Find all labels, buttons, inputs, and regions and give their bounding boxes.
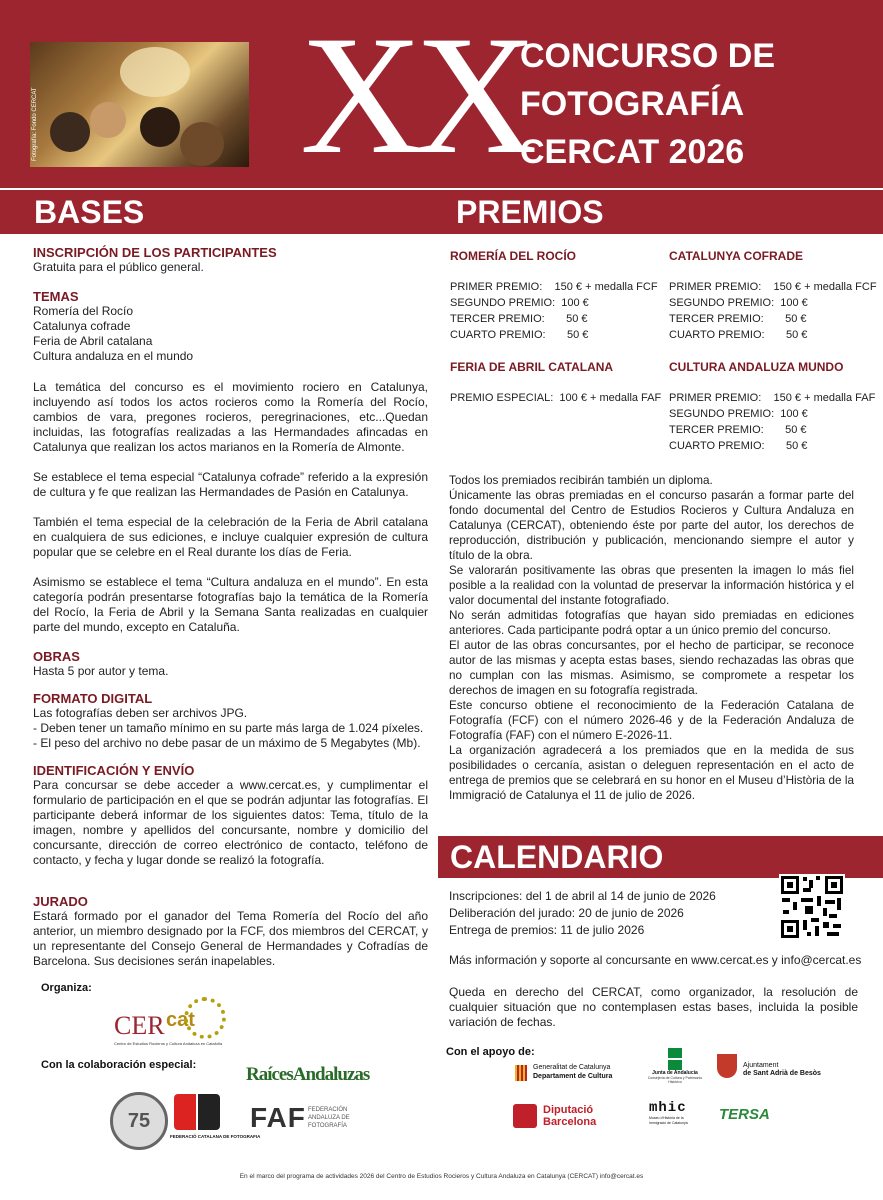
bases-column xyxy=(33,245,428,969)
apoyo-label: Con el apoyo de: xyxy=(446,1046,535,1058)
prize-line: CUARTO PREMIO: 50 € xyxy=(669,329,808,341)
calendario-heading: CALENDARIO xyxy=(450,839,664,875)
colaboracion-label: Con la colaboración especial: xyxy=(41,1059,197,1071)
diputacio-mark-icon xyxy=(513,1104,537,1128)
prize-line: CUARTO PREMIO: 50 € xyxy=(669,440,808,452)
bases-paragraph-3: También el tema especial de la celebración de la Feria de Abril catalana en cualquiera de sus ediciones, e incluye cualquier expresión de cultura popular que se celebre en el Real durante los días de Feria. xyxy=(33,515,428,559)
faf-subtitle-line: FOTOGRAFÍA xyxy=(308,1123,347,1129)
title-line-2: FOTOGRAFÍA xyxy=(520,85,745,123)
rocio-heading: ROMERÍA DEL ROCÍO xyxy=(450,249,577,263)
premios-feria xyxy=(450,360,660,406)
diputacio-logo[interactable] xyxy=(513,1102,603,1130)
prize-line: PRIMER PREMIO: 150 € + medalla FCF xyxy=(669,281,877,293)
calendario-dates xyxy=(449,888,769,939)
faf-subtitle-line: ANDALUZA DE xyxy=(308,1115,350,1121)
faf-subtitle-line: FEDERACIÓN xyxy=(308,1107,348,1113)
formato-line: - El peso del archivo no debe pasar de un máximo de 5 Megabytes (Mb). xyxy=(33,736,421,750)
calendario-line: Entrega de premios: 11 de julio 2026 xyxy=(449,923,645,937)
ajuntament-line-2: de Sant Adrià de Besòs xyxy=(743,1070,821,1077)
prize-line: CUARTO PREMIO: 50 € xyxy=(450,329,589,341)
ajuntament-line-1: Ajuntament xyxy=(743,1062,779,1069)
premios-paragraph: La organización agradecerá a los premiados que en la medida de sus posibilidades o cercanía, asistan o deleguen representación en el acto de entrega de premios que se celebrará en su honor en el Museu d’Història de la Immigració de Catalunya el 11 de julio de 2026. xyxy=(449,744,854,802)
cercat-logo-text: CER xyxy=(114,1011,165,1040)
calendario-line: Inscripciones: del 1 de abril al 14 de junio de 2026 xyxy=(449,889,716,903)
qr-code[interactable] xyxy=(779,874,845,940)
info-line: Más información y soporte al concursante en www.cercat.es y info@cercat.es xyxy=(449,953,862,967)
bases-paragraph-4: Asimismo se establece el tema “Cultura andaluza en el mundo”. En esta categoría podrán presentarse fotografías bajo la temática de la Romería del Rocío, la Feria de Abril y la Semana Santa realizadas en cualquier parte del mundo, excepto en Cataluña. xyxy=(33,575,428,634)
inscripcion-heading: INSCRIPCIÓN DE LOS PARTICIPANTES xyxy=(33,245,277,260)
premios-heading: PREMIOS xyxy=(456,194,604,230)
cultura-heading: CULTURA ANDALUZA MUNDO xyxy=(669,360,844,374)
ajuntament-shield-icon xyxy=(717,1054,737,1078)
junta-line-1: Junta de Andalucía xyxy=(652,1070,698,1076)
fcf-mark-icon xyxy=(174,1094,196,1130)
organiza-label: Organiza: xyxy=(41,982,92,994)
title-line-3: CERCAT 2026 xyxy=(520,133,745,171)
prize-line: TERCER PREMIO: 50 € xyxy=(450,313,588,325)
mhic-logo-text: mhic xyxy=(649,1100,687,1116)
cercat-logo[interactable] xyxy=(114,995,224,1050)
prize-line: PREMIO ESPECIAL: 100 € + medalla FAF xyxy=(450,392,662,404)
prize-line: PRIMER PREMIO: 150 € + medalla FCF xyxy=(450,281,658,293)
generalitat-logo[interactable] xyxy=(515,1063,640,1087)
prize-line: SEGUNDO PREMIO: 100 € xyxy=(669,408,808,420)
calendario-bar xyxy=(438,836,883,878)
bases-heading: BASES xyxy=(34,194,145,230)
obras-heading: OBRAS xyxy=(33,649,80,664)
photo-credit-text: Fotografía: Fondo CERCAT xyxy=(32,87,38,161)
premios-paragraph: No serán admitidas fotografías que hayan sido premiadas en ediciones anteriores. Cada participante podrá optar a un único premio del concurso. xyxy=(449,609,854,637)
cercat-circle-icon xyxy=(184,997,226,1039)
premios-rocio xyxy=(450,249,660,343)
premios-paragraph: Todos los premiados recibirán también un diploma. xyxy=(449,474,713,487)
feria-heading: FERIA DE ABRIL CATALANA xyxy=(450,360,614,374)
ajuntament-logo[interactable] xyxy=(715,1050,835,1088)
identificacion-heading: IDENTIFICACIÓN Y ENVÍO xyxy=(33,763,195,778)
premios-cultura xyxy=(669,360,879,454)
generalitat-line-1: Generalitat de Catalunya xyxy=(533,1064,611,1071)
tema-item: Cultura andaluza en el mundo xyxy=(33,349,194,363)
footer-note: En el marco del programa de actividades 2026 del Centro de Estudios Rocieros y Cultura Andaluza en Catalunya (CERCAT) info@cercat.es xyxy=(239,1173,644,1180)
inscripcion-text: Gratuita para el público general. xyxy=(33,260,204,274)
tema-item: Catalunya cofrade xyxy=(33,319,131,333)
jurado-text: Estará formado por el ganador del Tema Romería del Rocío del año anterior, un miembro designado por la FCF, dos miembros del CERCAT, y un representante del Consejo General de Hermandades y Cofradías de Barcelona. Sus decisiones serán inapelables. xyxy=(33,909,428,968)
photo-credit xyxy=(26,47,40,165)
fcf-subtitle: FEDERACIÓ CATALANA DE FOTOGRAFIA xyxy=(170,1134,261,1139)
prize-line: PRIMER PREMIO: 150 € + medalla FAF xyxy=(669,392,876,404)
fcf-logo[interactable] xyxy=(170,1094,261,1146)
calendario-line: Deliberación del jurado: 20 de junio de 2026 xyxy=(449,906,684,920)
tema-item: Feria de Abril catalana xyxy=(33,334,153,348)
faf-subtitle xyxy=(308,1106,350,1130)
bases-paragraph-2: Se establece el tema especial “Catalunya cofrade” referido a la expresión de cultura y fe que realizan las Hermandades de Pasión en Catalunya. xyxy=(33,470,428,499)
diputacio-line-1: Diputació xyxy=(543,1104,594,1116)
prize-line: TERCER PREMIO: 50 € xyxy=(669,424,807,436)
premios-paragraph: Únicamente las obras premiadas en el concurso pasarán a formar parte del fondo documental del Centro de Estudios Rocieros y Cultura Andaluza en Catalunya (CERCAT), obteniendo éste por parte del autor, los derechos de reproducción, distribución y publicación, mencionando siempre el autor y título de la obra. xyxy=(449,489,854,562)
poster-title xyxy=(520,32,775,176)
badge-75-logo[interactable]: 75 xyxy=(110,1092,168,1150)
mhic-subtitle: Museu d'Història de la Immigració de Catalunya xyxy=(649,1116,688,1125)
junta-andalucia-logo[interactable] xyxy=(645,1048,705,1092)
derecho-text: Queda en derecho del CERCAT, como organizador, la resolución de cualquier situación que no contemplasen estas bases, incluida la posible variación de fechas. xyxy=(449,985,858,1029)
generalitat-line-2: Departament de Cultura xyxy=(533,1073,613,1080)
bases-paragraph-1: La temática del concurso es el movimiento rociero en Catalunya, incluyendo así todos los actos rocieros como la Romería del Rocío, cambios de vara, pregones rocieros, peregrinaciones, etc...Quedan incluidas, las fotografías realizadas a las Hermandades afincadas en Catalunya que realizan los actos marianos en la Romería de Almonte. xyxy=(33,380,428,454)
cercat-logo-text-2: cat xyxy=(166,1009,195,1031)
jurado-heading: JURADO xyxy=(33,894,88,909)
cofrade-heading: CATALUNYA COFRADE xyxy=(669,249,803,263)
cercat-subtitle: Centro de Estudios Rocieros y Cultura Andaluza en Cataluña xyxy=(114,1041,223,1046)
junta-line-2: Consejería de Cultura y Patrimonio Histórico xyxy=(647,1076,703,1084)
edition-roman-numeral: XX xyxy=(300,1,530,189)
prize-line: SEGUNDO PREMIO: 100 € xyxy=(450,297,589,309)
identificacion-text: Para concursar se debe acceder a www.cercat.es, y cumplimentar el formulario de participación en el que se podrán adjuntar las fotografías. El participante deberá informar de los siguientes datos: Tema, título de la imagen, nombre y apellidos del concursante, nombre y domicilio del concursante, dirección de correo electrónico de contacto, teléfono de contacto, y fecha y lugar donde se realizó la fotografía. xyxy=(33,778,428,867)
obras-text: Hasta 5 por autor y tema. xyxy=(33,664,169,678)
faf-logo[interactable] xyxy=(250,1102,360,1142)
mhic-logo[interactable] xyxy=(649,1100,699,1140)
title-line-1: CONCURSO DE xyxy=(520,37,776,75)
bases-bar xyxy=(0,190,432,234)
tersa-logo[interactable]: TERSA xyxy=(719,1106,770,1123)
premios-cofrade xyxy=(669,249,879,343)
temas-heading: TEMAS xyxy=(33,289,79,304)
senyera-icon xyxy=(515,1065,527,1081)
faf-logo-text: FAF xyxy=(250,1102,306,1133)
formato-line: - Deben tener un tamaño mínimo en su parte más larga de 1.024 píxeles. xyxy=(33,721,424,735)
header-photo xyxy=(30,42,249,167)
qr-code-graphic xyxy=(779,874,845,940)
fcf-mark-icon-2 xyxy=(198,1094,220,1130)
tema-item: Romería del Rocío xyxy=(33,304,134,318)
prize-line: TERCER PREMIO: 50 € xyxy=(669,313,807,325)
premios-paragraph: Este concurso obtiene el reconocimiento de la Federación Catalana de Fotografía (FCF) con el número 2026-46 y de la Federación Andaluza de Fotografía (FAF) con el número E-2026-11. xyxy=(449,699,854,742)
raices-andaluzas-logo[interactable]: RaícesAndaluzas xyxy=(246,1064,370,1085)
diputacio-line-2: Barcelona xyxy=(543,1116,597,1128)
premios-paragraph: El autor de las obras concursantes, por el hecho de participar, se reconoce autor de las mismas y acepta estas bases, siendo rechazadas las obras que no cumplan con las mismas. Asimismo, se compromete a respetar los derechos de imagen en su fotografía registrada. xyxy=(449,639,854,697)
formato-line: Las fotografías deben ser archivos JPG. xyxy=(33,706,248,720)
premios-text-block xyxy=(449,473,854,803)
formato-heading: FORMATO DIGITAL xyxy=(33,691,153,706)
premios-paragraph: Se valorarán positivamente las obras que presenten la imagen lo más fiel posible a la realidad con la voluntad de preservar la información histórica y el valor documental del instante fotografiado. xyxy=(449,564,854,607)
prize-line: SEGUNDO PREMIO: 100 € xyxy=(669,297,808,309)
premios-bar xyxy=(432,190,883,234)
junta-mark-icon xyxy=(668,1048,682,1070)
